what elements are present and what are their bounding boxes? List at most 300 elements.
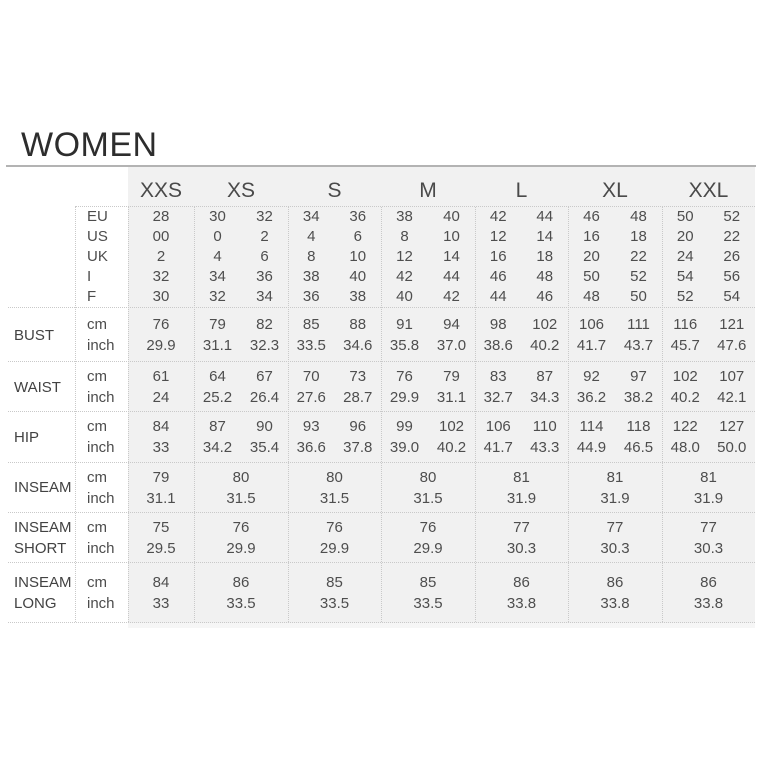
cell-i-xs [194,267,288,287]
measure-units-hip [75,412,128,462]
measure-value: 33.8 [506,594,537,612]
size-value: 44 [536,208,554,225]
cell-hip-m [381,412,475,462]
measure-value: 79 [209,316,226,333]
measure-value: 29.9 [146,337,176,354]
inch-values [194,437,288,458]
size-value: 14 [443,248,460,265]
size-header-label: S [327,179,342,202]
measure-label-waist [0,362,75,412]
measure-value: 40.2 [670,389,700,406]
measure-row-inseam-long [0,563,755,622]
measure-value: 29.9 [226,540,256,557]
size-value: 22 [723,228,741,245]
cell-inseam-long-l [475,563,568,622]
cm-values [475,366,568,387]
inch-values [288,335,381,356]
cm-values [568,314,662,335]
cell-inseam-long-xxl [662,563,755,622]
unit-label: cm [87,316,107,333]
cell-uk-xs [194,247,288,267]
measure-value: 33.5 [226,594,256,612]
cm-values [381,366,475,387]
cell-inseam-long-s [288,563,381,622]
cell-i-l [475,267,568,287]
measure-value: 82 [256,316,273,333]
cm-values [381,572,475,593]
measure-value: 91 [396,316,413,333]
measure-value: 31.5 [226,489,256,507]
unit-label: inch [87,489,115,507]
size-value: 50 [630,288,647,305]
size-value: 0 [213,228,222,245]
cell-eu-m [381,207,475,227]
cm-values [128,314,194,335]
measure-value: 85 [302,316,320,333]
size-value: 44 [443,268,460,285]
cell-us-s [288,227,381,247]
unit-label: cm [87,573,107,591]
measure-value: 43.7 [623,337,654,354]
measure-units-bust [75,308,128,362]
measure-value: 84 [152,573,170,591]
measure-value: 97 [630,368,647,385]
measure-value: 41.7 [483,439,513,456]
measure-value: 76 [232,519,250,536]
cell-f-xxs [128,287,194,307]
size-value: 42 [443,288,460,305]
cm-values [194,314,288,335]
cell-waist-xxl [662,362,755,412]
measure-value: 102 [672,368,698,385]
cm-values [194,416,288,437]
unit-label: cm [87,519,107,536]
measure-value: 102 [532,316,558,333]
row-divider [8,622,755,623]
measure-value: 121 [719,316,745,333]
inch-values [381,387,475,408]
measure-value: 29.9 [319,540,350,557]
measure-value: 85 [419,573,437,591]
cm-values [288,572,381,593]
cell-inseam-short-xs [194,513,288,563]
cell-waist-s [288,362,381,412]
inch-values [128,488,194,509]
cell-hip-xxl [662,412,755,462]
measure-value: 33 [152,594,170,612]
measure-value: 111 [627,316,650,333]
measure-value: 99 [396,418,413,435]
cell-inseam-xl [568,462,662,513]
measure-value: 25.2 [202,389,233,406]
measure-label-inseam-long [0,563,75,622]
cell-inseam-long-m [381,563,475,622]
cell-waist-xs [194,362,288,412]
measure-value: 96 [349,418,367,435]
size-value: 28 [152,208,170,225]
cell-i-xxl [662,267,755,287]
size-value: 12 [489,228,507,245]
measure-value: 30.3 [506,540,537,557]
measure-value: 44.9 [576,439,607,456]
cell-eu-xxs [128,207,194,227]
cm-values [288,467,381,488]
cell-inseam-xxl [662,462,755,513]
size-value: 12 [396,248,413,265]
cell-waist-xxs [128,362,194,412]
size-row-eu [0,207,755,227]
unit-label: inch [87,540,115,557]
cell-f-s [288,287,381,307]
size-value: 52 [630,268,647,285]
measure-value: 37.0 [436,337,467,354]
size-value: 20 [583,248,600,265]
measure-row-inseam-short [0,513,755,563]
size-value: 48 [536,268,554,285]
inch-values [194,387,288,408]
inch-values [381,335,475,356]
cm-values [194,366,288,387]
cell-hip-s [288,412,381,462]
cell-f-l [475,287,568,307]
inch-values [475,488,568,509]
cell-bust-l [475,308,568,362]
measure-value: 85 [326,573,343,591]
inch-values [662,488,755,509]
size-value: 40 [396,288,413,305]
cm-values [568,572,662,593]
measure-value: 40.2 [530,337,560,354]
size-header-xs [194,175,288,207]
size-value: 44 [489,288,507,305]
cell-eu-s [288,207,381,227]
size-header-m [381,175,475,207]
measure-row-inseam [0,462,755,513]
inch-values [568,387,662,408]
cell-uk-xxl [662,247,755,267]
cell-inseam-xxs [128,462,194,513]
inch-values [128,437,194,458]
size-value: 2 [260,228,269,245]
measure-value: 35.8 [389,337,420,354]
size-value: 20 [676,228,694,245]
measure-value: 64 [209,368,226,385]
unit-label: cm [87,468,107,486]
size-value: 8 [307,248,316,265]
size-value: 46 [489,268,507,285]
cell-bust-xxl [662,308,755,362]
size-header-row [0,175,755,207]
size-value: 50 [583,268,600,285]
measure-value: 70 [302,368,320,385]
size-value: 36 [302,288,320,305]
cell-f-m [381,287,475,307]
inch-values [128,387,194,408]
size-value: 40 [443,208,460,225]
unit-label: inch [87,337,115,354]
cell-i-m [381,267,475,287]
measure-value: 46.5 [623,439,654,456]
cell-us-xxl [662,227,755,247]
measure-value: 24 [152,389,170,406]
cm-values [128,416,194,437]
measure-value: 42.1 [717,389,747,406]
inch-values [381,488,475,509]
measure-row-waist [0,362,755,412]
size-header-label: XXL [688,179,729,202]
cell-inseam-long-xs [194,563,288,622]
measure-value: 114 [579,418,604,435]
size-value: 38 [349,288,367,305]
measure-row-hip [0,412,755,462]
cm-values [288,416,381,437]
measure-value: 94 [443,316,460,333]
cm-values [128,467,194,488]
cm-values [288,366,381,387]
cm-values [662,467,755,488]
measure-row-bust [0,308,755,362]
measure-value: 77 [513,519,530,536]
measure-value: 31.9 [693,489,724,507]
cell-inseam-short-s [288,513,381,563]
cell-us-l [475,227,568,247]
unit-label: cm [87,418,107,435]
inch-values [662,387,755,408]
cell-uk-m [381,247,475,267]
cell-inseam-short-xxl [662,513,755,563]
cell-waist-l [475,362,568,412]
measure-units-inseam-short [75,513,128,563]
measure-value: 30.3 [693,540,724,557]
inch-values [662,593,755,614]
size-header-xxl [662,175,755,207]
cell-inseam-l [475,462,568,513]
cell-f-xl [568,287,662,307]
measure-value: 92 [583,368,600,385]
size-value: 16 [583,228,600,245]
cell-eu-xs [194,207,288,227]
size-header-s [288,175,381,207]
measure-value: 80 [232,468,250,486]
size-value: 10 [349,248,367,265]
size-value: 24 [676,248,694,265]
cm-values [194,572,288,593]
row-spacer [0,267,75,287]
cell-us-xxs [128,227,194,247]
measure-value: 106 [578,316,605,333]
measure-value: 87 [209,418,226,435]
size-value: 40 [349,268,367,285]
measure-value: 33.8 [693,594,724,612]
size-value: 34 [209,268,226,285]
measure-value: 31.1 [146,489,176,507]
size-value: 18 [630,228,647,245]
inch-values [288,488,381,509]
measure-value: 47.6 [717,337,747,354]
size-value: 54 [723,288,741,305]
inch-values [128,335,194,356]
inch-values [381,437,475,458]
unit-label: inch [87,594,115,612]
measure-value: 43.3 [530,439,560,456]
unit-label: inch [87,439,115,456]
cm-values [381,517,475,538]
cell-bust-xs [194,308,288,362]
size-value: 52 [723,208,741,225]
inch-values [288,387,381,408]
size-value: 46 [583,208,600,225]
measure-value: 90 [256,418,273,435]
size-header-xl [568,175,662,207]
region-label-i: I [87,268,92,285]
measure-value: 33.5 [413,594,443,612]
size-header-label: XXS [139,179,183,202]
measure-value: 38.2 [623,389,654,406]
cm-values [128,572,194,593]
cell-uk-xl [568,247,662,267]
cell-us-xs [194,227,288,247]
size-value: 54 [676,268,694,285]
size-value: 4 [307,228,316,245]
inch-values [128,593,194,614]
measure-value: 76 [419,519,437,536]
measure-value: 27.6 [296,389,326,406]
size-value: 32 [152,268,170,285]
size-value: 48 [630,208,647,225]
measure-value: 93 [302,418,320,435]
cm-values [381,467,475,488]
measure-value: 77 [700,519,717,536]
measure-value: 33 [152,439,170,456]
cell-bust-xl [568,308,662,362]
cell-uk-l [475,247,568,267]
inch-values [475,593,568,614]
cell-us-m [381,227,475,247]
measure-label-inseam [0,462,75,513]
measure-value: 31.5 [319,489,350,507]
size-value: 46 [536,288,554,305]
cell-hip-xxs [128,412,194,462]
size-header-label: L [515,179,528,202]
cm-values [128,517,194,538]
page-title: WOMEN [21,126,158,164]
table-background-fade [128,623,755,628]
measure-value: 84 [152,418,170,435]
header-spacer [0,175,128,207]
unit-label: cm [87,368,107,385]
cell-inseam-s [288,462,381,513]
cm-values [475,416,568,437]
size-value: 2 [156,248,166,265]
cell-inseam-long-xl [568,563,662,622]
size-value: 42 [489,208,507,225]
size-header-xxs [128,175,194,207]
size-row-f [0,287,755,307]
measure-value: 29.9 [413,540,443,557]
measure-value: 106 [485,418,511,435]
measure-value: 88 [349,316,367,333]
inch-values [568,488,662,509]
cm-values [662,416,755,437]
size-value: 38 [302,268,320,285]
inch-values [194,538,288,559]
inch-values [475,335,568,356]
inch-values [194,488,288,509]
size-value: 10 [443,228,460,245]
size-value: 00 [152,228,170,245]
size-value: 34 [302,208,320,225]
inch-values [568,335,662,356]
measure-value: 76 [326,519,343,536]
cm-values [568,366,662,387]
cell-inseam-xs [194,462,288,513]
cell-hip-l [475,412,568,462]
measure-value: 80 [326,468,343,486]
measure-value: 127 [719,418,745,435]
size-value: 18 [536,248,554,265]
size-value: 6 [353,228,362,245]
cell-i-s [288,267,381,287]
inch-values [568,538,662,559]
inch-values [662,335,755,356]
size-row-i [0,267,755,287]
cell-waist-xl [568,362,662,412]
measure-value: 31.1 [202,337,233,354]
size-row-us [0,227,755,247]
cm-values [128,366,194,387]
inch-values [568,593,662,614]
measure-value: 32.3 [249,337,280,354]
measure-label-line: LONG [14,594,57,612]
cell-bust-xxs [128,308,194,362]
measure-label-line: SHORT [14,540,67,557]
inch-values [475,538,568,559]
measure-value: 98 [489,316,507,333]
measure-value: 76 [152,316,170,333]
size-header-label: M [419,179,437,202]
measure-value: 107 [719,368,745,385]
inch-values [288,538,381,559]
size-header-label: XS [226,179,255,202]
inch-values [662,538,755,559]
measure-label-line: INSEAM [14,573,72,591]
measure-value: 87 [536,368,554,385]
region-label-uk: UK [87,248,108,265]
measure-label-inseam-short [0,513,75,563]
measure-value: 33.5 [296,337,326,354]
cell-i-xxs [128,267,194,287]
measure-value: 67 [256,368,273,385]
cm-values [194,467,288,488]
cm-values [568,517,662,538]
measure-units-waist [75,362,128,412]
size-value: 30 [209,208,226,225]
cm-values [381,416,475,437]
cell-uk-s [288,247,381,267]
measure-value: 122 [672,418,698,435]
cm-values [381,314,475,335]
inch-values [475,387,568,408]
measure-value: 73 [349,368,367,385]
size-value: 52 [676,288,694,305]
region-label-us: US [87,228,108,245]
measure-value: 29.5 [146,540,176,557]
measure-value: 79 [152,468,170,486]
measure-label-hip [0,412,75,462]
measure-value: 35.4 [249,439,280,456]
measure-value: 32.7 [483,389,513,406]
measure-value: 75 [152,519,170,536]
